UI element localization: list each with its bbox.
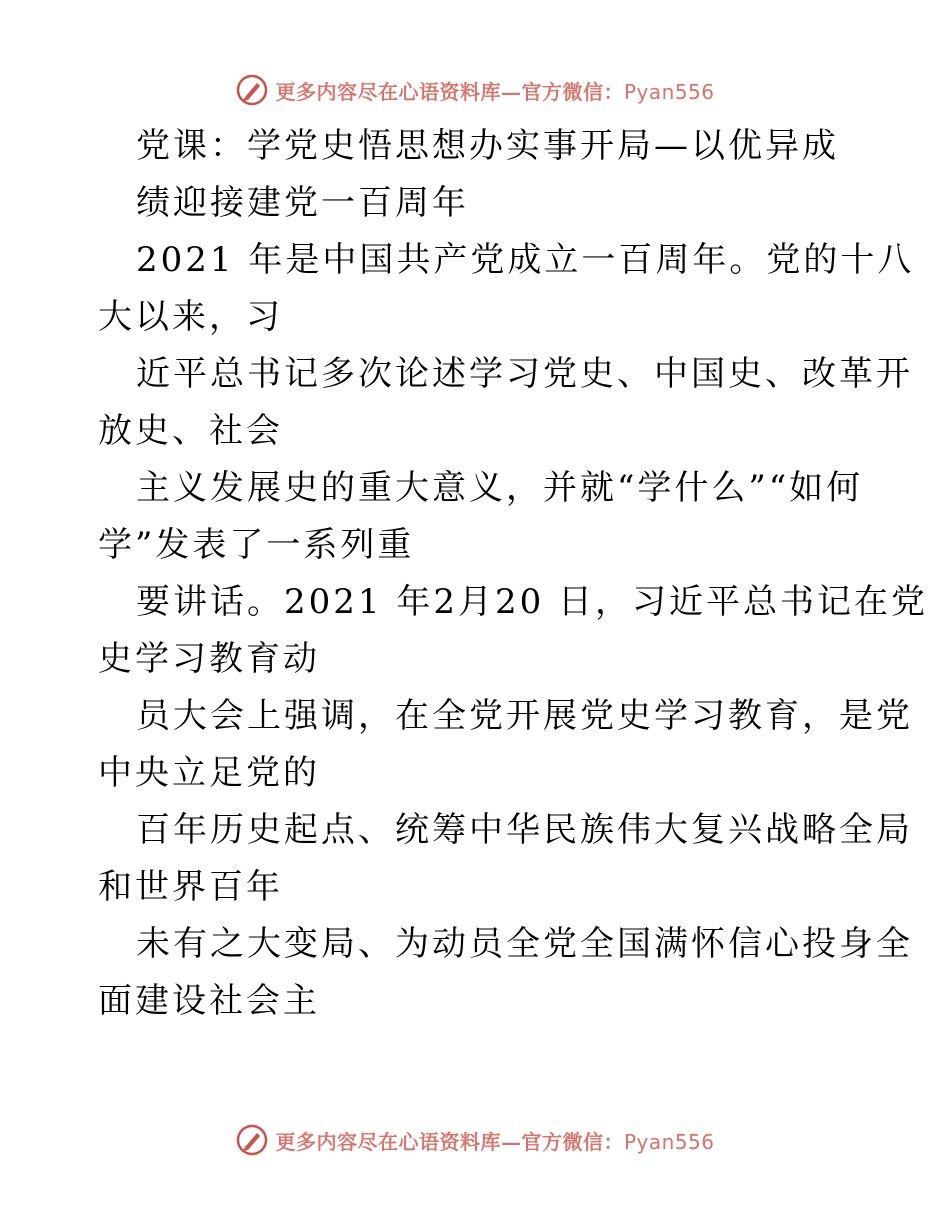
- text-line: 面建设社会主: [98, 981, 320, 1021]
- text-line: 党课：学党史悟思想办实事开局—以优异成: [136, 126, 839, 166]
- text-line: 学”发表了一系列重: [98, 525, 415, 565]
- text-line: 主义发展史的重大意义，并就“学什么”“如何: [136, 468, 864, 508]
- footer-watermark: [0, 1120, 950, 1160]
- text-line: 员大会上强调，在全党开展党史学习教育，是党: [136, 696, 913, 736]
- pen-nib-logo-icon: [235, 73, 269, 107]
- text-line: 和世界百年: [98, 867, 283, 907]
- text-line: 2021 年是中国共产党成立一百周年。党的十八: [136, 240, 915, 280]
- text-line: 绩迎接建党一百周年: [136, 183, 469, 223]
- header-watermark: [0, 70, 950, 110]
- text-line: 近平总书记多次论述学习党史、中国史、改革开: [136, 354, 913, 394]
- text-line: 史学习教育动: [98, 639, 320, 679]
- text-line: 大以来，习: [98, 297, 283, 337]
- pen-nib-logo-icon: [235, 1123, 269, 1157]
- watermark-text: 更多内容尽在心语资料库—官方微信：Pyan556: [275, 1129, 715, 1154]
- watermark-account: Pyan556: [623, 1129, 715, 1154]
- text-line: 要讲话。2021 年2月20 日，习近平总书记在党: [136, 582, 929, 622]
- document-body: [98, 118, 929, 1030]
- text-line: 放史、社会: [98, 411, 283, 451]
- watermark-account: Pyan556: [623, 79, 715, 104]
- text-line: 百年历史起点、统筹中华民族伟大复兴战略全局: [136, 810, 913, 850]
- watermark-text: 更多内容尽在心语资料库—官方微信：Pyan556: [275, 79, 715, 104]
- text-line: 中央立足党的: [98, 753, 320, 793]
- text-line: 未有之大变局、为动员全党全国满怀信心投身全: [136, 924, 913, 964]
